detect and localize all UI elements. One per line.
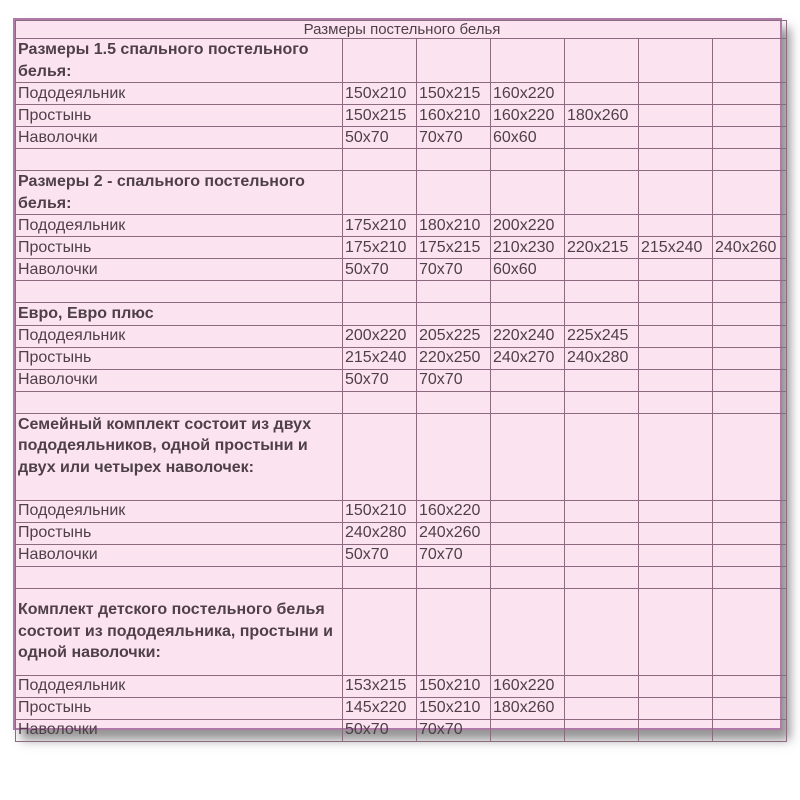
empty-cell: [16, 149, 343, 171]
section-heading: Размеры 2 - спального постельного белья:: [16, 171, 343, 215]
size-value: [639, 500, 713, 522]
size-value: [639, 544, 713, 566]
empty-cell: [343, 588, 417, 675]
empty-cell: [565, 588, 639, 675]
size-value: [639, 127, 713, 149]
table-title: Размеры постельного белья: [16, 21, 787, 39]
size-value: [639, 719, 713, 741]
size-value: [713, 544, 787, 566]
spacer-row: [16, 149, 787, 171]
empty-cell: [639, 39, 713, 83]
size-value: 60x60: [491, 127, 565, 149]
size-value: [491, 522, 565, 544]
size-value: [565, 369, 639, 391]
size-value: [639, 259, 713, 281]
empty-cell: [343, 566, 417, 588]
empty-cell: [491, 171, 565, 215]
empty-cell: [343, 149, 417, 171]
empty-cell: [713, 391, 787, 413]
size-value: [565, 522, 639, 544]
size-value: [713, 697, 787, 719]
empty-cell: [491, 281, 565, 303]
size-value: [565, 500, 639, 522]
size-value: [565, 719, 639, 741]
size-value: 240x260: [417, 522, 491, 544]
size-value: 220x240: [491, 325, 565, 347]
empty-cell: [417, 588, 491, 675]
empty-cell: [565, 566, 639, 588]
item-label: Простынь: [16, 347, 343, 369]
table-row: [16, 544, 787, 566]
empty-cell: [565, 303, 639, 326]
size-value: 210x230: [491, 237, 565, 259]
table-row: [16, 325, 787, 347]
table-row: [16, 215, 787, 237]
empty-cell: [491, 391, 565, 413]
section-heading-row: [16, 39, 787, 83]
empty-cell: [491, 39, 565, 83]
size-value: [713, 719, 787, 741]
size-value: [565, 83, 639, 105]
size-value: 160x220: [491, 83, 565, 105]
size-value: 160x220: [491, 675, 565, 697]
empty-cell: [565, 171, 639, 215]
table-row: [16, 105, 787, 127]
size-value: 240x260: [713, 237, 787, 259]
section-heading-row: [16, 303, 787, 326]
size-value: 150x210: [417, 675, 491, 697]
empty-cell: [417, 413, 491, 500]
bedding-sizes-table: [15, 20, 787, 742]
empty-cell: [713, 39, 787, 83]
size-value: 70x70: [417, 369, 491, 391]
empty-cell: [565, 39, 639, 83]
size-value: 200x220: [491, 215, 565, 237]
size-value: [639, 215, 713, 237]
size-value: [565, 544, 639, 566]
size-value: 50x70: [343, 719, 417, 741]
empty-cell: [417, 566, 491, 588]
size-value: 215x240: [343, 347, 417, 369]
size-value: 205x225: [417, 325, 491, 347]
size-value: 200x220: [343, 325, 417, 347]
table-row: [16, 237, 787, 259]
empty-cell: [343, 413, 417, 500]
empty-cell: [639, 566, 713, 588]
empty-cell: [417, 39, 491, 83]
item-label: Простынь: [16, 105, 343, 127]
size-value: 150x210: [343, 83, 417, 105]
table-row: [16, 347, 787, 369]
size-value: [713, 127, 787, 149]
size-value: 150x215: [417, 83, 491, 105]
table-row: [16, 127, 787, 149]
section-heading: Евро, Евро плюс: [16, 303, 343, 326]
empty-cell: [491, 588, 565, 675]
empty-cell: [491, 149, 565, 171]
empty-cell: [713, 281, 787, 303]
size-value: [713, 105, 787, 127]
size-value: 175x215: [417, 237, 491, 259]
size-value: 70x70: [417, 719, 491, 741]
table-row: [16, 719, 787, 741]
spacer-row: [16, 566, 787, 588]
empty-cell: [639, 281, 713, 303]
size-value: 145x220: [343, 697, 417, 719]
spacer-row: [16, 391, 787, 413]
size-value: 50x70: [343, 127, 417, 149]
empty-cell: [713, 566, 787, 588]
size-value: 50x70: [343, 544, 417, 566]
size-value: 225x245: [565, 325, 639, 347]
spacer-row: [16, 281, 787, 303]
size-value: [713, 215, 787, 237]
table-row: [16, 259, 787, 281]
empty-cell: [639, 149, 713, 171]
item-label: Наволочки: [16, 719, 343, 741]
empty-cell: [713, 303, 787, 326]
empty-cell: [639, 303, 713, 326]
item-label: Пододеяльник: [16, 325, 343, 347]
empty-cell: [491, 413, 565, 500]
size-value: [713, 325, 787, 347]
size-value: [565, 697, 639, 719]
size-value: [713, 675, 787, 697]
empty-cell: [713, 149, 787, 171]
size-value: [565, 127, 639, 149]
size-value: [639, 369, 713, 391]
size-value: 150x210: [343, 500, 417, 522]
size-value: 160x220: [417, 500, 491, 522]
empty-cell: [639, 413, 713, 500]
size-value: 153x215: [343, 675, 417, 697]
item-label: Наволочки: [16, 544, 343, 566]
size-value: [713, 347, 787, 369]
size-value: [565, 215, 639, 237]
section-heading: Комплект детского постельного белья состоит из пододеяльника, простыни и одной наволочки:: [16, 588, 343, 675]
item-label: Простынь: [16, 237, 343, 259]
item-label: Пододеяльник: [16, 215, 343, 237]
size-value: 70x70: [417, 127, 491, 149]
table-row: [16, 369, 787, 391]
size-value: [491, 544, 565, 566]
empty-cell: [417, 171, 491, 215]
size-value: [491, 369, 565, 391]
table-row: [16, 522, 787, 544]
item-label: Наволочки: [16, 127, 343, 149]
size-value: 215x240: [639, 237, 713, 259]
size-value: 150x210: [417, 697, 491, 719]
section-heading-row: [16, 171, 787, 215]
empty-cell: [16, 566, 343, 588]
size-value: 150x215: [343, 105, 417, 127]
size-value: 240x280: [565, 347, 639, 369]
sizes-table-frame: [13, 18, 782, 738]
empty-cell: [343, 171, 417, 215]
size-value: 220x250: [417, 347, 491, 369]
empty-cell: [343, 391, 417, 413]
section-heading: Размеры 1.5 спального постельного белья:: [16, 39, 343, 83]
size-value: [713, 369, 787, 391]
empty-cell: [565, 149, 639, 171]
size-value: 240x280: [343, 522, 417, 544]
empty-cell: [639, 391, 713, 413]
table-title-row: [16, 21, 787, 39]
size-value: [639, 697, 713, 719]
size-value: [639, 83, 713, 105]
empty-cell: [639, 171, 713, 215]
item-label: Наволочки: [16, 369, 343, 391]
size-value: 240x270: [491, 347, 565, 369]
size-value: 180x260: [565, 105, 639, 127]
empty-cell: [491, 566, 565, 588]
empty-cell: [565, 391, 639, 413]
size-value: 50x70: [343, 369, 417, 391]
item-label: Пододеяльник: [16, 675, 343, 697]
size-value: 180x210: [417, 215, 491, 237]
item-label: Наволочки: [16, 259, 343, 281]
size-value: [639, 347, 713, 369]
empty-cell: [713, 588, 787, 675]
empty-cell: [417, 149, 491, 171]
table-row: [16, 697, 787, 719]
empty-cell: [491, 303, 565, 326]
empty-cell: [343, 39, 417, 83]
empty-cell: [16, 281, 343, 303]
empty-cell: [417, 303, 491, 326]
empty-cell: [343, 281, 417, 303]
size-value: [713, 259, 787, 281]
size-value: 160x210: [417, 105, 491, 127]
empty-cell: [713, 171, 787, 215]
size-value: 60x60: [491, 259, 565, 281]
size-value: [565, 259, 639, 281]
item-label: Пододеяльник: [16, 500, 343, 522]
item-label: Простынь: [16, 697, 343, 719]
size-value: [491, 500, 565, 522]
section-heading: Семейный комплект состоит из двух пододеяльников, одной простыни и двух или четырех наволочек:: [16, 413, 343, 500]
empty-cell: [713, 413, 787, 500]
table-row: [16, 500, 787, 522]
table-row: [16, 675, 787, 697]
empty-cell: [565, 281, 639, 303]
size-value: [713, 83, 787, 105]
item-label: Простынь: [16, 522, 343, 544]
size-value: [639, 522, 713, 544]
size-value: 175x210: [343, 215, 417, 237]
size-value: 70x70: [417, 544, 491, 566]
size-value: 160x220: [491, 105, 565, 127]
size-value: 70x70: [417, 259, 491, 281]
size-value: [565, 675, 639, 697]
empty-cell: [565, 413, 639, 500]
size-value: [639, 105, 713, 127]
empty-cell: [417, 281, 491, 303]
size-value: 220x215: [565, 237, 639, 259]
size-value: [713, 500, 787, 522]
size-value: 175x210: [343, 237, 417, 259]
empty-cell: [16, 391, 343, 413]
size-value: 180x260: [491, 697, 565, 719]
section-heading-row: [16, 588, 787, 675]
table-row: [16, 83, 787, 105]
size-value: [713, 522, 787, 544]
item-label: Пододеяльник: [16, 83, 343, 105]
empty-cell: [417, 391, 491, 413]
size-value: [639, 325, 713, 347]
empty-cell: [639, 588, 713, 675]
size-value: [491, 719, 565, 741]
section-heading-row: [16, 413, 787, 500]
size-value: [639, 675, 713, 697]
size-value: 50x70: [343, 259, 417, 281]
empty-cell: [343, 303, 417, 326]
